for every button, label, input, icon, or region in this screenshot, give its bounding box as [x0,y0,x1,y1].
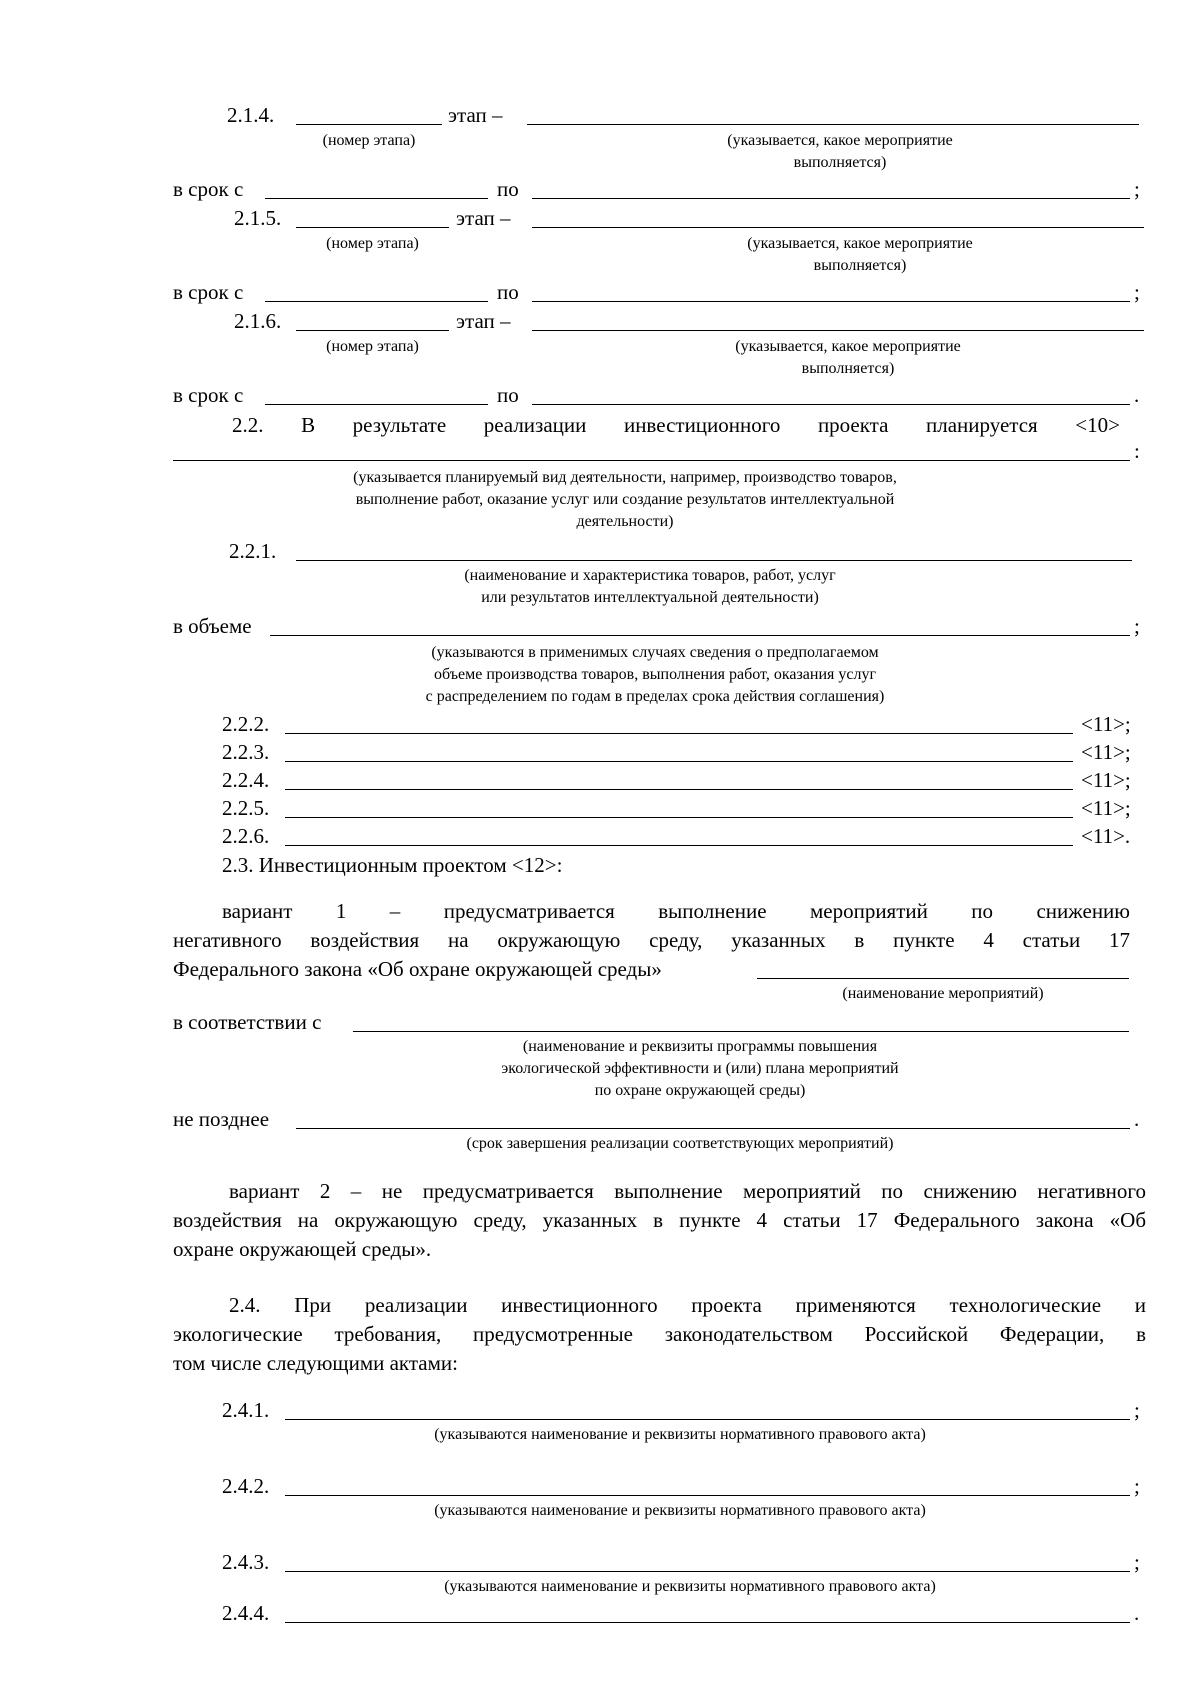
stage-number-hint: (номер этапа) [326,235,419,252]
act-number: 2.4.2. [222,1474,270,1498]
date-to-blank[interactable] [532,301,1130,302]
act-hint: (указываются наименование и реквизиты нормативного правового акта) [434,1426,926,1443]
deadline-hint: (срок завершения реализации соответствующих мероприятий) [466,1135,894,1152]
item-number: 2.2.4. [222,768,270,792]
date-from-blank[interactable] [265,404,488,405]
date-to-blank[interactable] [532,198,1130,199]
item-number: 2.2.2. [222,712,270,736]
stage-event-blank[interactable] [532,227,1144,228]
program-hint: (наименование и реквизиты программы повышения [522,1038,878,1055]
stage-number: 2.1.6. [234,309,282,333]
date-to-label: по [497,383,519,407]
section-2-4-line: том числе следующими актами: [173,1351,458,1375]
stage-event-hint: (указывается, какое мероприятие [735,338,961,355]
act-blank[interactable] [285,1419,1130,1420]
footnote-ref: <10> [1075,413,1120,437]
footnote-ref: <11>; [1081,712,1131,736]
stage-event-hint: (указывается, какое мероприятие [747,235,973,252]
line-end: . [1134,1601,1140,1625]
act-blank[interactable] [285,1622,1130,1623]
section-2-4-line: 2.4. При реализации инвестиционного проекта применяются технологические и [229,1293,1146,1317]
variant-1-line: негативного воздействия на окружающую среду, указанных в пункте 4 статьи 17 [173,928,1130,952]
accordance-label: в соответствии с [173,1010,322,1034]
activity-hint: выполнение работ, оказание услуг или создание результатов интеллектуальной [355,491,895,508]
line-end: ; [1134,177,1140,201]
act-hint: (указываются наименование и реквизиты нормативного правового акта) [434,1502,926,1519]
stage-word: этап – [456,206,511,230]
stage-number-hint: (номер этапа) [322,132,416,149]
footnote-ref: <11>; [1081,796,1131,820]
activity-blank[interactable] [173,460,1130,461]
item-number: 2.2.3. [222,740,270,764]
line-end: : [1134,439,1140,463]
item-number: 2.2.5. [222,796,270,820]
act-blank[interactable] [285,1495,1130,1496]
stage-word: этап – [448,103,503,127]
section-2-2-heading [232,413,1120,437]
measures-hint: (наименование мероприятий) [842,985,1044,1002]
stage-word: этап – [456,309,511,333]
item-blank[interactable] [285,761,1073,762]
deadline-blank[interactable] [296,1128,1130,1129]
volume-hint: с распределением по годам в пределах срока действия соглашения) [425,688,885,705]
line-end: ; [1134,1398,1140,1422]
section-2-4-line: экологические требования, предусмотренные законодательством Российской Федерации, в [173,1322,1146,1346]
date-to-label: по [497,280,519,304]
stage-event-hint: выполняется) [813,257,907,274]
act-hint: (указываются наименование и реквизиты нормативного правового акта) [444,1578,936,1595]
heading-word: результате [352,413,447,437]
line-end: ; [1134,1550,1140,1574]
volume-label: в объеме [173,614,252,638]
item-blank[interactable] [285,733,1073,734]
stage-event-hint: выполняется) [793,154,887,171]
stage-event-hint: выполняется) [801,360,895,377]
act-number: 2.4.4. [222,1601,270,1625]
date-from-blank[interactable] [265,301,488,302]
line-end: . [1134,383,1140,407]
variant-2-line: вариант 2 – не предусматривается выполнение мероприятий по снижению негативного [229,1179,1146,1203]
volume-hint: (указываются в применимых случаях сведения о предполагаемом [431,644,879,661]
line-end: ; [1134,1474,1140,1498]
program-blank[interactable] [353,1031,1129,1032]
stage-event-blank[interactable] [527,124,1139,125]
stage-event-hint: (указывается, какое мероприятие [727,132,953,149]
heading-word: планируется [926,413,1038,437]
heading-word: 2.2. [232,413,264,437]
line-end: ; [1134,614,1140,638]
deadline-label: не позднее [173,1107,270,1131]
heading-word: инвестиционного [623,413,781,437]
item-number: 2.2.6. [222,824,270,848]
footnote-ref: <11>; [1081,740,1131,764]
volume-hint: объеме производства товаров, выполнения работ, оказания услуг [433,666,877,683]
heading-word: реализации [483,413,587,437]
stage-number: 2.1.4. [227,103,275,127]
stage-event-blank[interactable] [532,330,1144,331]
stage-number: 2.1.5. [234,206,282,230]
heading-word: проекта [817,413,889,437]
footnote-ref: <11>; [1081,768,1131,792]
date-from-label: в срок с [173,280,244,304]
program-hint: по охране окружающей среды) [594,1082,806,1099]
goods-hint: или результатов интеллектуальной деятельности) [481,589,819,606]
section-2-3-title: 2.3. Инвестиционным проектом <12>: [222,853,563,877]
program-hint: экологической эффективности и (или) плана мероприятий [501,1060,899,1077]
variant-2-line: охране окружающей среды». [173,1237,432,1261]
activity-hint: деятельности) [576,513,674,530]
line-end: . [1134,1107,1140,1131]
stage-number-blank[interactable] [296,227,449,228]
date-from-label: в срок с [173,177,244,201]
goods-hint: (наименование и характеристика товаров, работ, услуг [464,567,836,584]
date-from-label: в срок с [173,383,244,407]
item-number: 2.2.1. [229,539,277,563]
act-number: 2.4.3. [222,1550,270,1574]
line-end: ; [1134,280,1140,304]
measures-blank[interactable] [757,978,1129,979]
date-to-blank[interactable] [532,404,1130,405]
act-blank[interactable] [285,1571,1130,1572]
act-number: 2.4.1. [222,1398,270,1422]
stage-number-hint: (номер этапа) [326,338,419,355]
heading-word: В [301,413,316,437]
variant-1-line: вариант 1 – предусматривается выполнение мероприятий по снижению [222,899,1130,923]
footnote-ref: <11>. [1081,824,1131,848]
goods-blank[interactable] [296,560,1132,561]
activity-hint: (указывается планируемый вид деятельности, например, производство товаров, [353,469,897,486]
item-blank[interactable] [285,845,1073,846]
date-from-blank[interactable] [265,198,488,199]
date-to-label: по [497,177,519,201]
stage-number-blank[interactable] [296,330,449,331]
variant-2-line: воздействия на окружающую среду, указанных в пункте 4 статьи 17 Федерального закона «Об [173,1208,1146,1232]
stage-number-blank[interactable] [296,124,442,125]
item-blank[interactable] [285,817,1073,818]
volume-blank[interactable] [270,635,1130,636]
item-blank[interactable] [285,789,1073,790]
variant-1-line: Федерального закона «Об охране окружающей среды» [173,957,662,981]
